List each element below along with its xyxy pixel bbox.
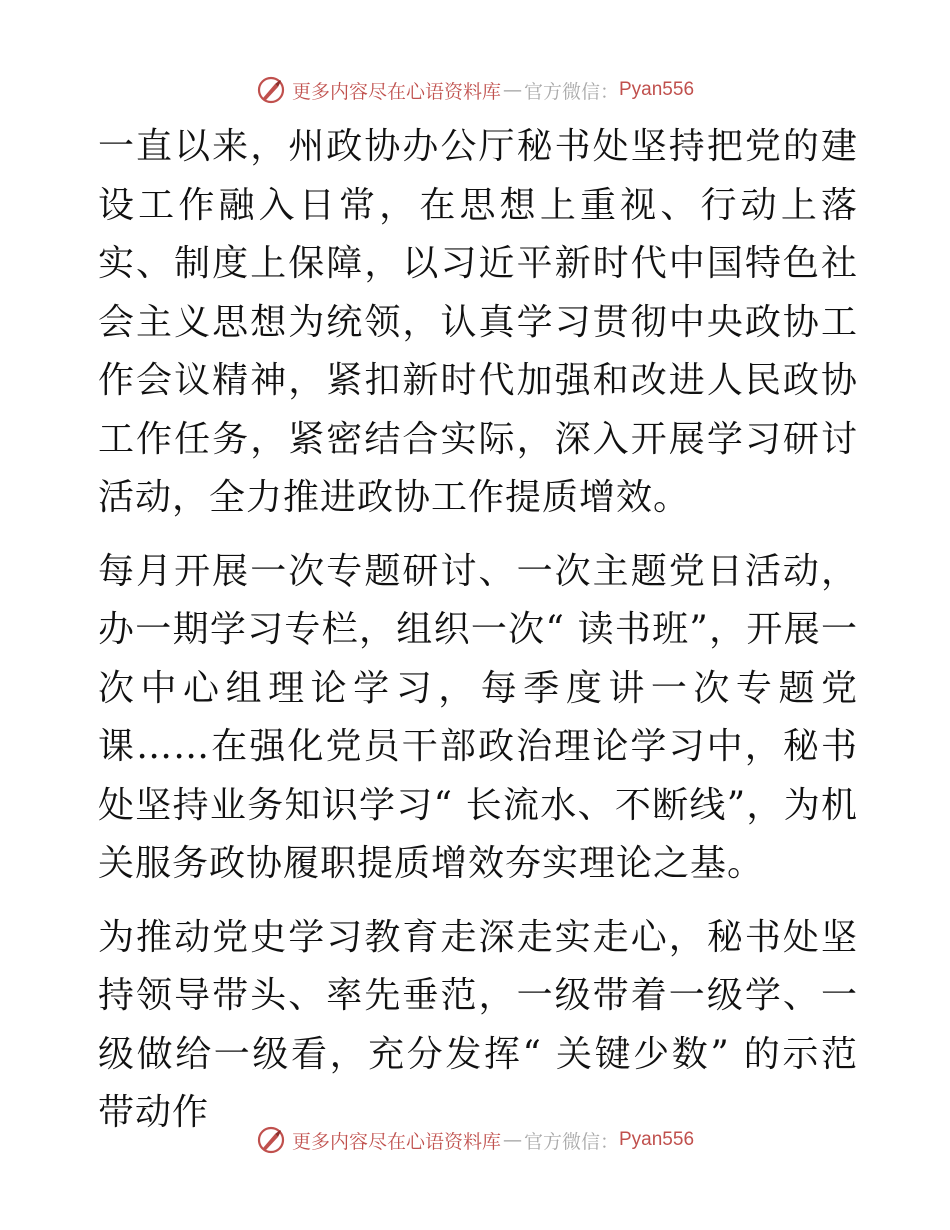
paragraph-3: 为推动党史学习教育走深走实走心，秘书处坚持领导带头、率先垂范，一级带着一级学、一级做给一级看，充分发挥“ 关键少数” 的示范带动作: [98, 916, 858, 1133]
banner-separator: —: [502, 1129, 522, 1151]
paragraph-1: 一直以来，州政协办公厅秘书处坚持把党的建设工作融入日常，在思想上重视、行动上落实、制度上保障，以习近平新时代中国特色社会主义思想为统领，认真学习贯彻中央政协工作会议精神，紧扣新时代加强和改进人民政协工作任务，紧密结合实际，深入开展学习研讨活动，全力推进政协工作提质增效。: [98, 126, 858, 518]
footer-banner: [0, 1120, 950, 1160]
document-body: [98, 118, 858, 1158]
banner-separator: —: [502, 79, 522, 101]
banner-site-text: 更多内容尽在心语资料库: [291, 80, 501, 103]
banner-wechat-label: 官方微信：: [523, 80, 619, 103]
banner-site-text: 更多内容尽在心语资料库: [291, 1130, 501, 1153]
banner-wechat-id: Pyan556: [619, 79, 695, 100]
quill-pen-logo-icon: [256, 1125, 286, 1155]
header-banner: [0, 70, 950, 110]
paragraph-2: 每月开展一次专题研讨、一次主题党日活动，办一期学习专栏，组织一次“ 读书班”，开展一次中心组理论学习，每季度讲一次专题党课……在强化党员干部政治理论学习中，秘书处坚持业务知识学习“ 长流水、不断线”，为机关服务政协履职提质增效夯实理论之基。: [98, 550, 858, 884]
banner-wechat-id: Pyan556: [619, 1129, 695, 1150]
banner-wechat-label: 官方微信：: [523, 1130, 619, 1153]
quill-pen-logo-icon: [256, 75, 286, 105]
